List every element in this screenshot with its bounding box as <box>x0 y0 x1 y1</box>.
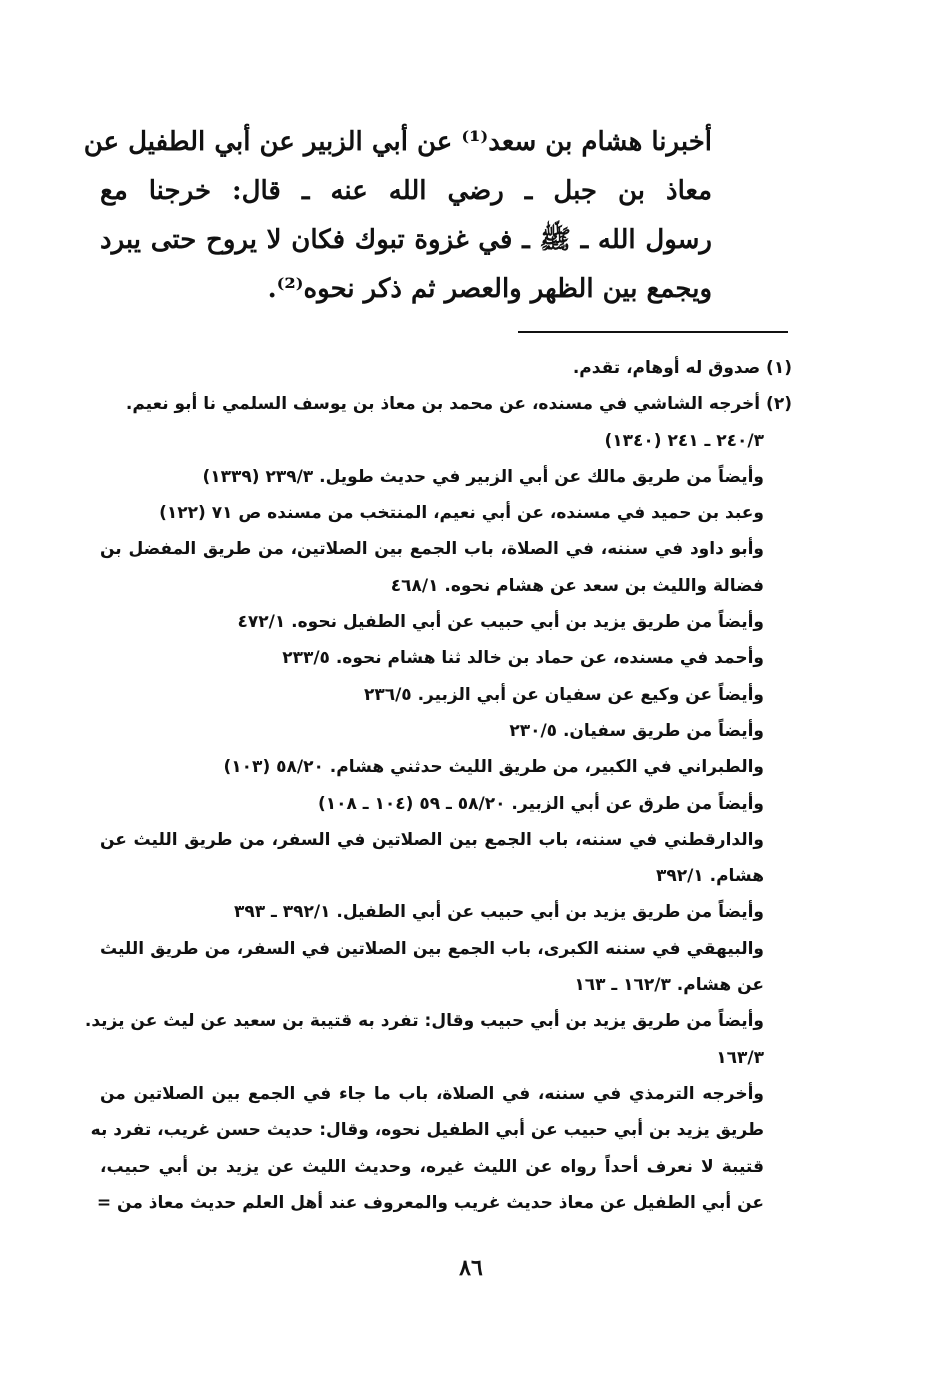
footnote-line: طريق يزيد بن أبي حبيب عن أبي الطفيل نحوه، وقال: حديث حسن غريب، تفرد به <box>90 1120 764 1141</box>
footnote-line: وأخرجه الترمذي في سننه، في الصلاة، باب ما جاء في الجمع بين الصلاتين من <box>100 1083 764 1104</box>
footnote-line: ١٦٣/٣ <box>716 1047 764 1068</box>
main-text-line: رسول الله ـ ﷺ ـ في غزوة تبوك فكان لا يروح حتى يبرد <box>100 225 712 255</box>
footnote-line: وعبد بن حميد في مسنده، عن أبي نعيم، المنتخب من مسنده ص ٧١ (١٢٢) <box>159 503 764 524</box>
footnote-line: (١) صدوق له أوهام، تقدم. <box>572 358 792 378</box>
main-text-line: معاذ بن جبل ـ رضي الله عنه ـ قال: خرجنا مع <box>100 176 712 206</box>
footnote-line: وأيضاً من طرق عن أبي الزبير. ٥٨/٢٠ ـ ٥٩ (١٠٤ ـ ١٠٨) <box>317 793 764 814</box>
footnote-line: وأبو داود في سننه، في الصلاة، باب الجمع بين الصلاتين، من طريق المفضل بن <box>100 539 764 560</box>
footnote-line: هشام. ٣٩٢/١ <box>655 866 764 887</box>
main-text-line: أخبرنا هشام بن سعد⁽¹⁾ عن أبي الزبير عن أبي الطفيل عن <box>83 127 712 157</box>
footnote-line: والبيهقي في سننه الكبرى، باب الجمع بين الصلاتين في السفر، من طريق الليث <box>100 938 764 959</box>
footnote-line: وأيضاً من طريق مالك عن أبي الزبير في حديث طويل. ٢٣٩/٣ (١٣٣٩) <box>202 466 764 487</box>
footnote-line: والطبراني في الكبير، من طريق الليث حدثني هشام. ٥٨/٢٠ (١٠٣) <box>223 757 764 778</box>
footnote-line: عن هشام. ١٦٢/٣ ـ ١٦٣ <box>574 975 764 996</box>
footnote-line: وأيضاً من طريق يزيد بن أبي حبيب وقال: تفرد به قتيبة بن سعيد عن ليث عن يزيد. <box>84 1011 764 1032</box>
footnote-line: فضالة والليث بن سعد عن هشام نحوه. ٤٦٨/١ <box>390 575 764 596</box>
main-text-line: ويجمع بين الظهر والعصر ثم ذكر نحوه⁽²⁾. <box>267 274 712 304</box>
footnote-separator <box>518 331 788 333</box>
footnote-line: والدارقطني في سننه، باب الجمع بين الصلاتين في السفر، من طريق الليث عن <box>100 829 764 850</box>
footnote-line: عن أبي الطفيل عن معاذ حديث غريب والمعروف عند أهل العلم حديث معاذ من = <box>96 1192 764 1213</box>
footnote-line: ٢٤٠/٣ ـ ٢٤١ (١٣٤٠) <box>604 430 764 451</box>
footnotes-section <box>84 350 792 1221</box>
footnote-line: وأيضاً من طريق يزيد بن أبي حبيب عن أبي الطفيل. ٣٩٢/١ ـ ٣٩٣ <box>233 902 764 923</box>
footnote-line: وأحمد في مسنده، عن حماد بن خالد ثنا هشام نحوه. ٢٣٣/٥ <box>282 648 764 669</box>
footnote-line: وأيضاً عن وكيع عن سفيان عن أبي الزبير. ٢٣٦/٥ <box>363 684 764 705</box>
footnote-line: وأيضاً من طريق يزيد بن أبي حبيب عن أبي الطفيل نحوه. ٤٧٢/١ <box>237 612 764 633</box>
footnote-line: قتيبة لا نعرف أحداً رواه عن الليث غيره، وحديث الليث عن يزيد بن أبي حبيب، <box>100 1156 764 1177</box>
footnote-line: وأيضاً من طريق سفيان. ٢٣٠/٥ <box>509 720 764 741</box>
main-hadith-text <box>83 118 712 314</box>
footnote-line: (٢) أخرجه الشاشي في مسنده، عن محمد بن معاذ بن يوسف السلمي نا أبو نعيم. <box>125 394 792 415</box>
page-number: ٨٦ <box>459 1255 483 1281</box>
